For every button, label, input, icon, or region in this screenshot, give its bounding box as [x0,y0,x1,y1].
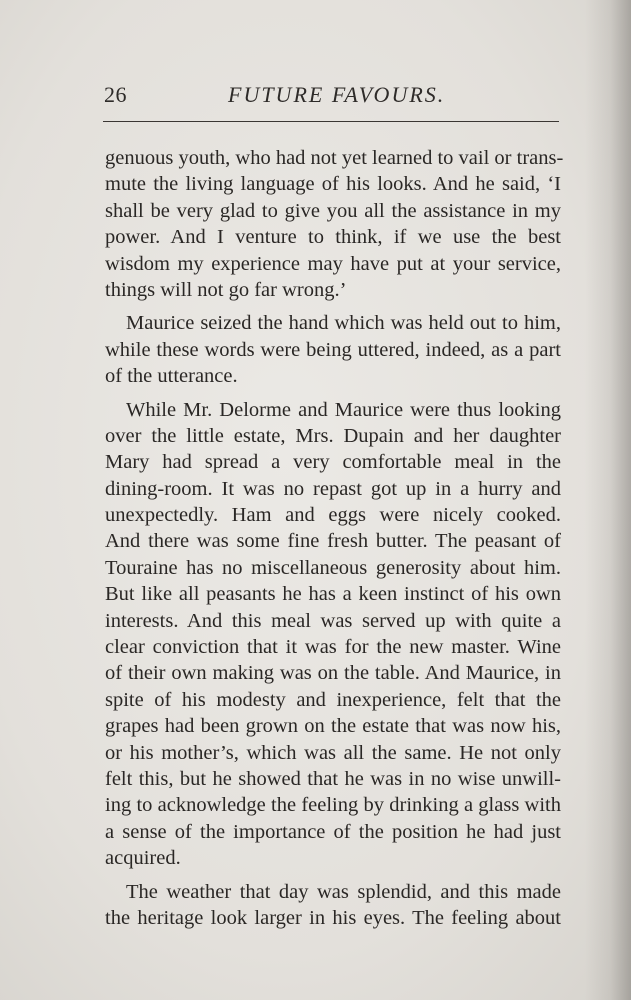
text-line: acquired. [105,847,181,870]
text-line: Maurice seized the hand which was held out to him, [126,312,561,335]
page-edge-shadow [585,0,631,1000]
text-line: clear conviction that it was for the new master. Wine [105,636,561,659]
text-line: interests. And this meal was served up with quite a [105,609,561,632]
text-line: spite of his modesty and inexperience, felt that the [105,688,561,711]
header-rule [103,121,559,122]
text-line: While Mr. Delorme and Maurice were thus looking [126,398,561,421]
page-number: 26 [104,82,127,107]
text-line: ing to acknowledge the feeling by drinking a glass with [105,794,561,817]
text-line: And there was some fine fresh butter. The peasant of [105,530,561,553]
text-line: of the utterance. [105,365,238,388]
text-line: unexpectedly. Ham and eggs were nicely cooked. [105,504,561,527]
text-line: power. And I venture to think, if we use the best [105,226,561,249]
text-line: things will not go far wrong.’ [105,278,347,301]
text-line: or his mother’s, which was all the same. He not only [105,741,561,764]
text-line: Touraine has no miscellaneous generosity about him. [105,556,561,579]
body-text [105,145,564,931]
text-line: wisdom my experience may have put at your service, [105,252,561,275]
text-line: shall be very glad to give you all the assistance in my [105,199,561,222]
text-line: But like all peasants he has a keen instinct of his own [105,583,561,606]
text-line: mute the living language of his looks. And he said, ‘I [105,173,561,196]
page-header [104,80,559,116]
text-line: over the little estate, Mrs. Dupain and her daughter [105,424,561,447]
running-title: FUTURE FAVOURS. [228,82,446,107]
text-line: felt this, but he showed that he was in no wise unwill- [105,767,561,790]
text-line: while these words were being uttered, indeed, as a part [105,338,561,361]
text-line: dining-room. It was no repast got up in a hurry and [105,477,561,500]
text-line: the heritage look larger in his eyes. The feeling about [105,906,561,929]
text-line: a sense of the importance of the position he had just [105,820,561,843]
text-line: genuous youth, who had not yet learned to vail or trans- [105,147,564,169]
text-line: Mary had spread a very comfortable meal in the [105,451,561,474]
text-line: The weather that day was splendid, and this made [126,880,561,903]
text-line: grapes had been grown on the estate that was now his, [105,715,561,738]
text-line: of their own making was on the table. And Maurice, in [105,662,561,685]
